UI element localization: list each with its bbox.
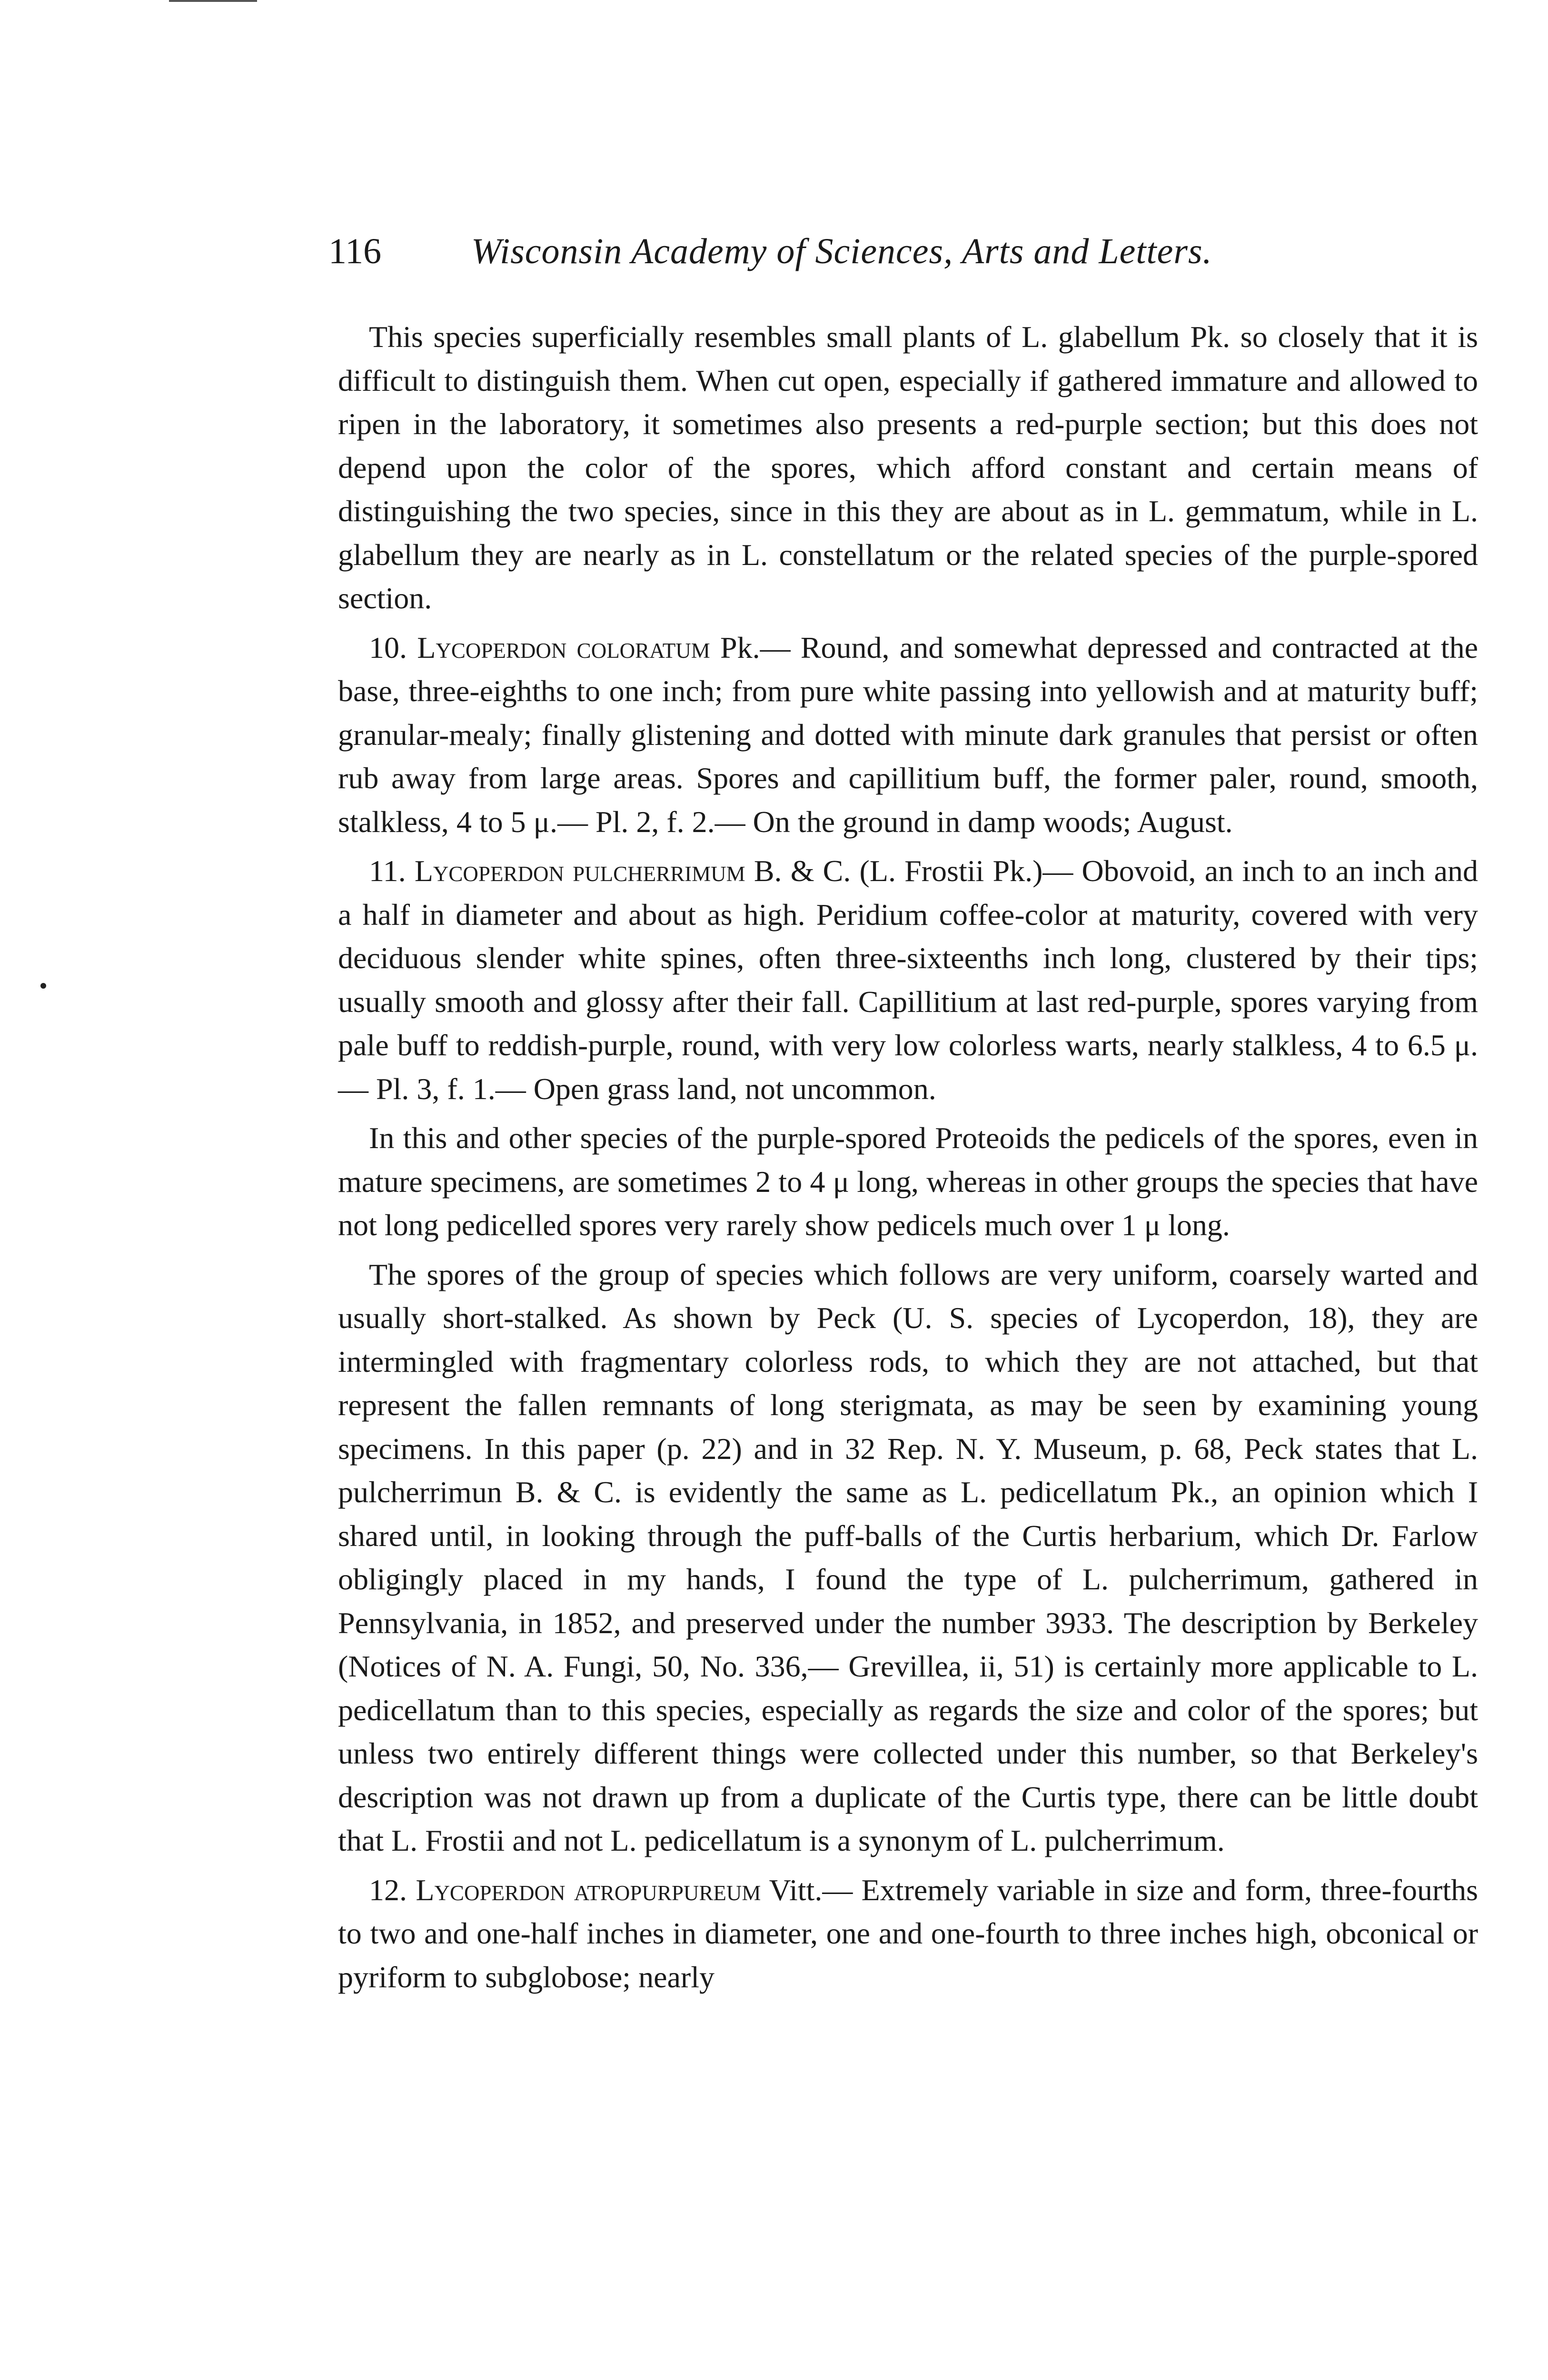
page-header: [328, 223, 1342, 280]
species-name: Lycoperdon atropurpureum: [416, 1873, 761, 1907]
paragraph-species-10: [338, 626, 1478, 844]
paragraph-species-11: [338, 849, 1478, 1111]
paragraph-text: The spores of the group of species which follows are very uniform, coarsely warted and usually short-stalked. As shown by Peck (U. S. species of Lycoperdon, 18), they are intermingled with fragmentary colorless rods, to which they are not attached, but that represent the fallen remnants of long sterigmata, as may be seen by examining young specimens. In this paper (p. 22) and in 32 Rep. N. Y. Museum, p. 68, Peck states that L. pulcherrimun B. & C. is evidently the same as L. pedicellatum Pk., an opinion which I shared until, in looking through the puff-balls of the Curtis herbarium, which Dr. Farlow obligingly placed in my hands, I found the type of L. pulcherrimum, gathered in Pennsylvania, in 1852, and preserved under the number 3933. The description by Berkeley (Notices of N. A. Fungi, 50, No. 336,— Grevillea, ii, 51) is certainly more applicable to L. pedicellatum than to this species, especially as regards the size and color of the spores; but unless two entirely different things were collected under this number, so that Berkeley's description was not drawn up from a duplicate of the Curtis type, there can be little doubt that L. Frostii and not L. pedicellatum is a synonym of L. pulcherrimum.: [338, 1257, 1478, 1857]
species-number: 12.: [369, 1873, 407, 1907]
paragraph-text: This species superficially resembles small plants of L. glabellum Pk. so closely that it is difficult to distinguish them. When cut open, especially if gathered immature and allowed to ripen in the laboratory, it sometimes also presents a red-purple section; but this does not depend upon the color of the spores, which afford constant and certain means of distinguishing the two species, since in this they are about as in L. gemmatum, while in L. glabellum they are nearly as in L. constellatum or the related species of the purple-spored section.: [338, 320, 1478, 615]
species-name: Lycoperdon coloratum: [417, 630, 710, 664]
species-name: Lycoperdon pulcherrimum: [414, 854, 745, 888]
species-number: 10.: [369, 630, 407, 664]
paragraph-species-12: [338, 1868, 1478, 1999]
scan-speck: [40, 983, 46, 989]
paragraph-glabellum-comparison: [338, 315, 1478, 620]
body-text: [338, 315, 1478, 2004]
paragraph-pedicels: [338, 1116, 1478, 1247]
top-rule: [169, 0, 257, 2]
species-description: Pk.— Round, and somewhat depressed and contracted at the base, three-eighths to one inch; from pure white passing into yellowish and at maturity buff; granular-mealy; finally glistening and dotted with minute dark granules that persist or often rub away from large areas. Spores and capillitium buff, the former paler, round, smooth, stalkless, 4 to 5 μ.— Pl. 2, f. 2.— On the ground in damp woods; August.: [338, 630, 1479, 839]
species-number: 11.: [369, 854, 406, 888]
paragraph-text: In this and other species of the purple-spored Proteoids the pedicels of the spores, even in mature specimens, are sometimes 2 to 4 μ long, whereas in other groups the species that have not long pedicelled spores very rarely show pedicels much over 1 μ long.: [338, 1121, 1478, 1242]
running-title: Wisconsin Academy of Sciences, Arts and Letters.: [471, 231, 1212, 271]
page-number: 116: [328, 231, 382, 271]
species-description: B. & C. (L. Frostii Pk.)— Obovoid, an inch to an inch and a half in diameter and about as high. Peridium coffee-color at maturity, covered with very deciduous slender white spines, often three-sixteenths inch long, clustered by their tips; usually smooth and glossy after their fall. Capillitium at last red-purple, spores varying from pale buff to reddish-purple, round, with very low colorless warts, nearly stalkless, 4 to 6.5 μ.— Pl. 3, f. 1.— Open grass land, not uncommon.: [338, 854, 1479, 1106]
species-description: Vitt.— Extremely variable in size and form, three-fourths to two and one-half inches in diameter, one and one-fourth to three inches high, obconical or pyriform to subglobose; nearly: [338, 1873, 1478, 1994]
paragraph-spore-group: [338, 1253, 1478, 1863]
